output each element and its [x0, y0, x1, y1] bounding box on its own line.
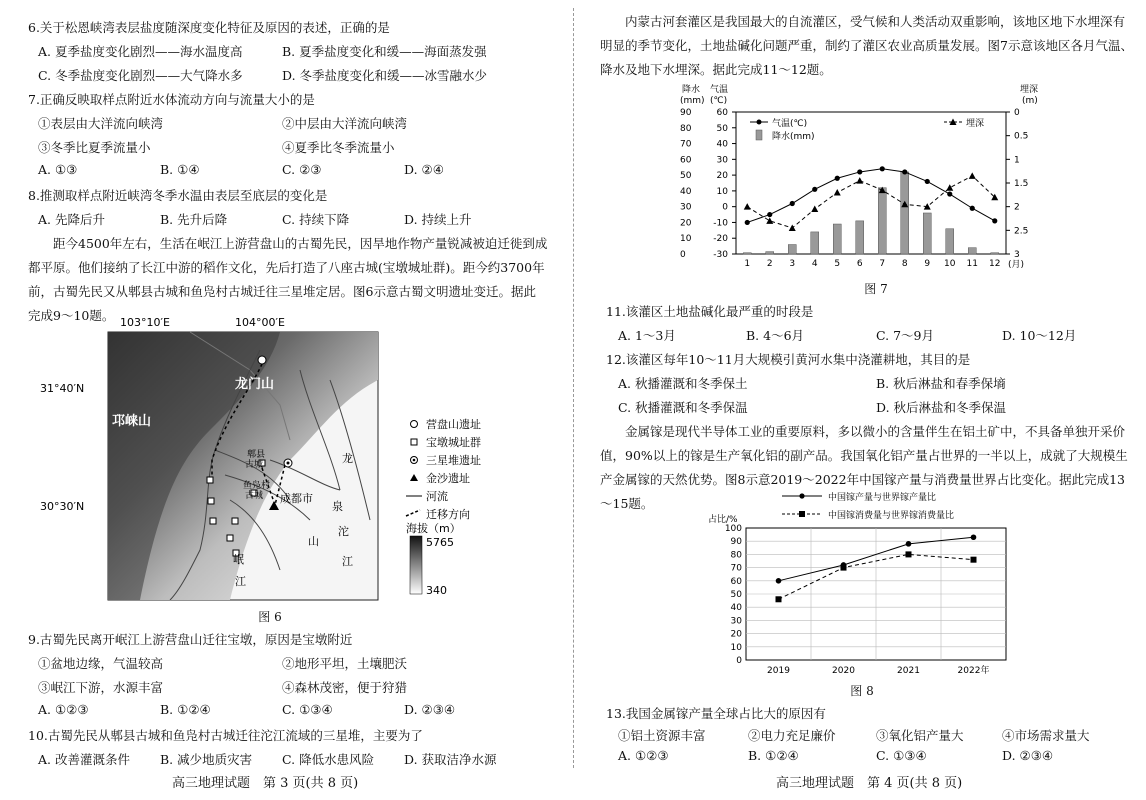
q7-option-a: A. ①③	[38, 162, 78, 177]
east-label-4: 沱	[338, 525, 349, 538]
precip-axis-label: 降水	[682, 85, 701, 95]
q9-option-a: A. ①②③	[38, 702, 89, 717]
temp-tick: 10	[716, 186, 728, 197]
precip-tick: 90	[680, 108, 692, 118]
q11-option-d: D. 10～12月	[1002, 328, 1077, 343]
q6-stem: 6.关于松恩峡湾表层盐度随深度变化特征及原因的表述，正确的是	[28, 20, 390, 35]
precip-tick: 60	[680, 155, 692, 166]
depth-point	[856, 177, 863, 184]
temp-point	[835, 176, 840, 181]
q13-option-c: C. ①③④	[876, 748, 927, 763]
month-tick: 9	[924, 259, 931, 269]
temp-point	[790, 201, 795, 206]
q13-statement-2: ②电力充足廉价	[748, 728, 836, 743]
q7-option-d: D. ②④	[404, 162, 444, 177]
q9-option-d: D. ②③④	[404, 702, 456, 717]
elevation-max: 5765	[426, 536, 454, 549]
depth-point	[789, 224, 796, 231]
y-tick: 60	[730, 576, 742, 587]
yingpanshan-site-marker	[258, 356, 266, 364]
month-tick: 5	[834, 259, 841, 269]
depth-tick: 3	[1014, 250, 1020, 260]
footer-page-3: 高三地理试题 第 3 页(共 8 页)	[172, 776, 359, 791]
depth-point	[744, 203, 751, 210]
q9-option-b: B. ①②④	[160, 702, 211, 717]
series1-legend-label: 中国镓产量与世界镓产量比	[828, 493, 937, 503]
pixian-label-2: 古城	[245, 460, 264, 470]
precip-legend-marker	[756, 130, 762, 140]
figure-6-map	[40, 310, 550, 606]
longmenshan-label: 龙门山	[235, 377, 275, 392]
depth-tick: 0	[1014, 108, 1020, 118]
q10-option-b: B. 减少地质灾害	[160, 752, 253, 767]
depth-tick: 1	[1014, 155, 1020, 166]
x-tick: 2021	[897, 666, 920, 676]
temp-line	[747, 169, 995, 223]
y-tick: 20	[730, 629, 742, 640]
svg-text:金沙遗址: 金沙遗址	[426, 472, 470, 485]
precip-bar	[743, 253, 751, 254]
precip-bar	[923, 213, 931, 254]
q13-stem: 13.我国金属镓产量全球占比大的原因有	[606, 706, 826, 721]
temp-point	[767, 212, 772, 217]
qionglaishan-label: 邛崃山	[112, 414, 152, 429]
y-tick: 40	[730, 603, 742, 614]
east-label-2: 泉	[332, 500, 343, 513]
q8-option-c: C. 持续下降	[282, 212, 350, 227]
q13-statement-4: ④市场需求量大	[1002, 728, 1090, 743]
q11-stem: 11.该灌区土地盐碱化最严重的时段是	[606, 304, 814, 319]
depth-point	[834, 189, 841, 196]
y-tick: 90	[730, 537, 742, 548]
q7-statement-4: ④夏季比冬季流量小	[282, 140, 395, 155]
q7-stem: 7.正确反映取样点附近水体流动方向与流量大小的是	[28, 92, 315, 107]
depth-point	[811, 206, 818, 213]
precip-bar	[901, 172, 909, 254]
depth-tick: 1.5	[1014, 179, 1029, 189]
precip-tick: 70	[680, 139, 692, 150]
q6-option-a: A. 夏季盐度变化剧烈——海水温度高	[38, 44, 243, 59]
intro-13-15: 金属镓是现代半导体工业的重要原料，多以微小的含量伴生在铝土矿中，不具备单独开采价值，90%以上的镓是生产氧化铝的副产品。我国氧化铝产量占世界的一半以上，成就了大规模生产金属镓的天然优势。图8示意2019～2022年中国镓产量与消费量世界占比变化。据此完成13～15题。	[600, 424, 1128, 511]
depth-legend-label: 埋深	[966, 119, 985, 129]
svg-text:宝墩城址群: 宝墩城址群	[426, 436, 481, 449]
temp-point	[880, 166, 885, 171]
intro-9-10: 距今4500年左右，生活在岷江上游营盘山的古蜀先民，因旱地作物产量锐减被迫迁徙到成都平原。他们接纳了长江中游的稻作文化，先后打造了八座古城(宝墩城址群)。距今约3700年前，古蜀先民又从郫县古城和鱼凫村古城迁往三星堆定居。图6示意古蜀文明遗址变迁。据此完成9～10题。	[28, 236, 548, 323]
month-unit: (月)	[1008, 260, 1025, 270]
temp-point	[812, 187, 817, 192]
minjiang-label-1: 岷	[233, 553, 244, 566]
q7-option-b: B. ①④	[160, 162, 200, 177]
temp-point	[992, 218, 997, 223]
y-tick: 10	[730, 642, 742, 653]
y-tick: 0	[736, 656, 742, 666]
temp-point	[970, 206, 975, 211]
series1-legend-marker	[799, 493, 804, 498]
series1-point	[776, 578, 782, 584]
y-tick: 70	[730, 563, 742, 574]
q13-statement-1: ①铝土资源丰富	[618, 728, 706, 743]
figure-8-caption: 图 8	[850, 684, 874, 698]
q8-stem: 8.推测取样点附近峡湾冬季水温由表层至底层的变化是	[28, 188, 328, 203]
q9-option-c: C. ①③④	[282, 702, 333, 717]
q7-statement-1: ①表层由大洋流向峡湾	[38, 116, 164, 131]
figure-8-chart	[706, 490, 1036, 680]
figure-6-caption: 图 6	[258, 610, 282, 624]
q6-option-c: C. 冬季盐度变化剧烈——大气降水多	[38, 68, 243, 83]
temp-axis-unit: (℃)	[710, 96, 728, 106]
q13-option-d: D. ②③④	[1002, 748, 1054, 763]
temp-point	[902, 169, 907, 174]
figure-7-caption: 图 7	[864, 282, 888, 296]
q13-option-a: A. ①②③	[618, 748, 669, 763]
precip-tick: 20	[680, 218, 692, 229]
depth-tick: 0.5	[1014, 131, 1029, 142]
temp-point	[857, 169, 862, 174]
month-tick: 3	[789, 259, 796, 269]
east-label-5: 江	[342, 555, 353, 568]
q11-option-c: C. 7～9月	[876, 328, 934, 343]
y-axis-label: 占比/%	[708, 515, 738, 525]
precip-bar	[946, 229, 954, 254]
q12-option-b: B. 秋后淋盐和春季保墒	[876, 376, 1006, 391]
y-tick: 100	[724, 524, 742, 534]
q12-stem: 12.该灌区每年10～11月大规模引黄河水集中浇灌耕地，其目的是	[606, 352, 971, 367]
yufucun-label-2: 古城	[245, 491, 264, 501]
temp-point	[745, 220, 750, 225]
q6-option-d: D. 冬季盐度变化和缓——冰雪融水少	[282, 68, 488, 83]
q8-option-b: B. 先升后降	[160, 212, 228, 227]
east-label-1: 龙	[342, 452, 353, 465]
precip-tick: 0	[680, 250, 686, 260]
precip-axis-unit: (mm)	[680, 96, 705, 106]
q11-option-b: B. 4～6月	[746, 328, 805, 343]
temp-tick: 60	[716, 108, 728, 118]
series1-point	[906, 541, 912, 547]
temp-tick: 50	[716, 123, 728, 134]
q10-stem: 10.古蜀先民从郫县古城和鱼凫村古城迁往沱江流域的三星堆，主要为了	[28, 728, 423, 743]
lat-label-2: 30°30′N	[40, 500, 85, 513]
footer-page-4: 高三地理试题 第 4 页(共 8 页)	[776, 776, 963, 791]
precip-tick: 50	[680, 171, 692, 182]
precip-bar	[788, 245, 796, 254]
precip-bar	[766, 252, 774, 254]
temp-legend-marker	[757, 120, 762, 125]
x-tick: 2019	[767, 666, 790, 676]
yufucun-label: 鱼凫村	[243, 481, 271, 491]
map-legend	[406, 417, 481, 597]
temp-tick: 30	[716, 155, 728, 166]
month-tick: 4	[811, 259, 818, 269]
page-4	[586, 0, 1146, 800]
q13-option-b: B. ①②④	[748, 748, 799, 763]
series2-point	[776, 596, 782, 602]
q9-stem: 9.古蜀先民离开岷江上游营盘山迁往宝墩，原因是宝墩附近	[28, 632, 353, 647]
depth-point	[969, 172, 976, 179]
precip-tick: 80	[680, 123, 692, 134]
temp-tick: -30	[713, 250, 728, 260]
east-label-3: 山	[308, 535, 319, 548]
temp-tick: -20	[713, 234, 728, 245]
q9-statement-3: ③岷江下游，水源丰富	[38, 680, 164, 695]
q7-statement-3: ③冬季比夏季流量小	[38, 140, 151, 155]
month-tick: 8	[901, 259, 908, 269]
q13-statement-3: ③氧化铝产量大	[876, 728, 964, 743]
series2-legend-marker	[799, 511, 805, 517]
month-tick: 1	[744, 259, 751, 269]
svg-text:河流: 河流	[426, 490, 448, 503]
q10-option-a: A. 改善灌溉条件	[38, 752, 130, 767]
y-tick: 50	[730, 590, 742, 600]
precip-bar	[833, 224, 841, 254]
q10-option-d: D. 获取洁净水源	[404, 752, 497, 767]
lon-label-2: 104°00′E	[235, 316, 285, 329]
q7-option-c: C. ②③	[282, 162, 322, 177]
depth-axis-label: 埋深	[1020, 85, 1039, 95]
column-divider	[573, 8, 574, 768]
q7-statement-2: ②中层由大洋流向峡湾	[282, 116, 408, 131]
temp-tick: -10	[713, 218, 728, 229]
x-tick: 2022年	[957, 666, 990, 676]
q6-option-b: B. 夏季盐度变化和缓——海面蒸发强	[282, 44, 487, 59]
page-3	[0, 0, 560, 800]
temp-point	[947, 191, 952, 196]
minjiang-label-2: 江	[235, 575, 246, 588]
precip-tick: 10	[680, 234, 692, 245]
q12-option-a: A. 秋播灌溉和冬季保土	[618, 376, 748, 391]
elevation-min: 340	[426, 584, 447, 597]
temp-point	[925, 179, 930, 184]
month-tick: 12	[989, 259, 1001, 269]
depth-tick: 2	[1014, 202, 1020, 213]
series2-point	[906, 551, 912, 557]
elevation-legend-title: 海拔（m）	[406, 522, 461, 535]
precip-bar	[856, 221, 864, 254]
precip-legend-label: 降水(mm)	[772, 132, 815, 142]
y-tick: 80	[730, 550, 742, 561]
chengdu-label: 成都市	[280, 492, 313, 505]
temp-tick: 20	[716, 171, 728, 182]
depth-line	[747, 176, 995, 228]
figure-7-chart	[676, 82, 1066, 282]
y-tick: 30	[730, 616, 742, 627]
q9-statement-4: ④森林茂密，便于狩猎	[282, 680, 408, 695]
series2-legend-label: 中国镓消费量与世界镓消费量比	[828, 511, 955, 521]
series2-point	[971, 557, 977, 563]
depth-axis-unit: (m)	[1022, 96, 1038, 106]
q12-option-c: C. 秋播灌溉和冬季保温	[618, 400, 748, 415]
lon-label-1: 103°10′E	[120, 316, 170, 329]
q12-option-d: D. 秋后淋盐和冬季保温	[876, 400, 1007, 415]
depth-point	[946, 184, 953, 191]
svg-text:迁移方向: 迁移方向	[426, 508, 470, 521]
depth-point	[766, 217, 773, 224]
month-tick: 6	[856, 259, 863, 269]
precip-tick: 40	[680, 186, 692, 197]
precip-bar	[991, 253, 999, 254]
month-tick: 11	[966, 259, 978, 269]
pixian-label: 郫县	[247, 450, 266, 460]
series1-point	[971, 534, 977, 540]
depth-tick: 2.5	[1014, 226, 1029, 237]
month-tick: 10	[944, 259, 956, 269]
q8-option-d: D. 持续上升	[404, 212, 472, 227]
x-tick: 2020	[832, 666, 855, 676]
temp-legend-label: 气温(℃)	[772, 119, 808, 129]
temp-tick: 0	[722, 202, 728, 213]
month-tick: 7	[879, 259, 886, 269]
q8-option-a: A. 先降后升	[38, 212, 105, 227]
q9-statement-2: ②地形平坦，土壤肥沃	[282, 656, 408, 671]
precip-tick: 30	[680, 202, 692, 213]
precip-bar	[968, 248, 976, 254]
q10-option-c: C. 降低水患风险	[282, 752, 375, 767]
q11-option-a: A. 1～3月	[618, 328, 676, 343]
lat-label-1: 31°40′N	[40, 382, 85, 395]
temp-tick: 40	[716, 139, 728, 150]
svg-text:三星堆遗址: 三星堆遗址	[426, 454, 481, 467]
temp-axis-label: 气温	[710, 85, 729, 95]
svg-text:营盘山遗址: 营盘山遗址	[426, 418, 481, 431]
intro-11-12: 内蒙古河套灌区是我国最大的自流灌区，受气候和人类活动双重影响，该地区地下水埋深有明显的季节变化，土地盐碱化问题严重，制约了灌区农业高质量发展。图7示意该地区各月气温、降水及地下水埋深。据此完成11～12题。	[600, 14, 1133, 77]
precip-bar	[811, 232, 819, 254]
q9-statement-1: ①盆地边缘，气温较高	[38, 656, 164, 671]
precip-bar	[878, 188, 886, 254]
series2-point	[841, 565, 847, 571]
month-tick: 2	[766, 259, 773, 269]
